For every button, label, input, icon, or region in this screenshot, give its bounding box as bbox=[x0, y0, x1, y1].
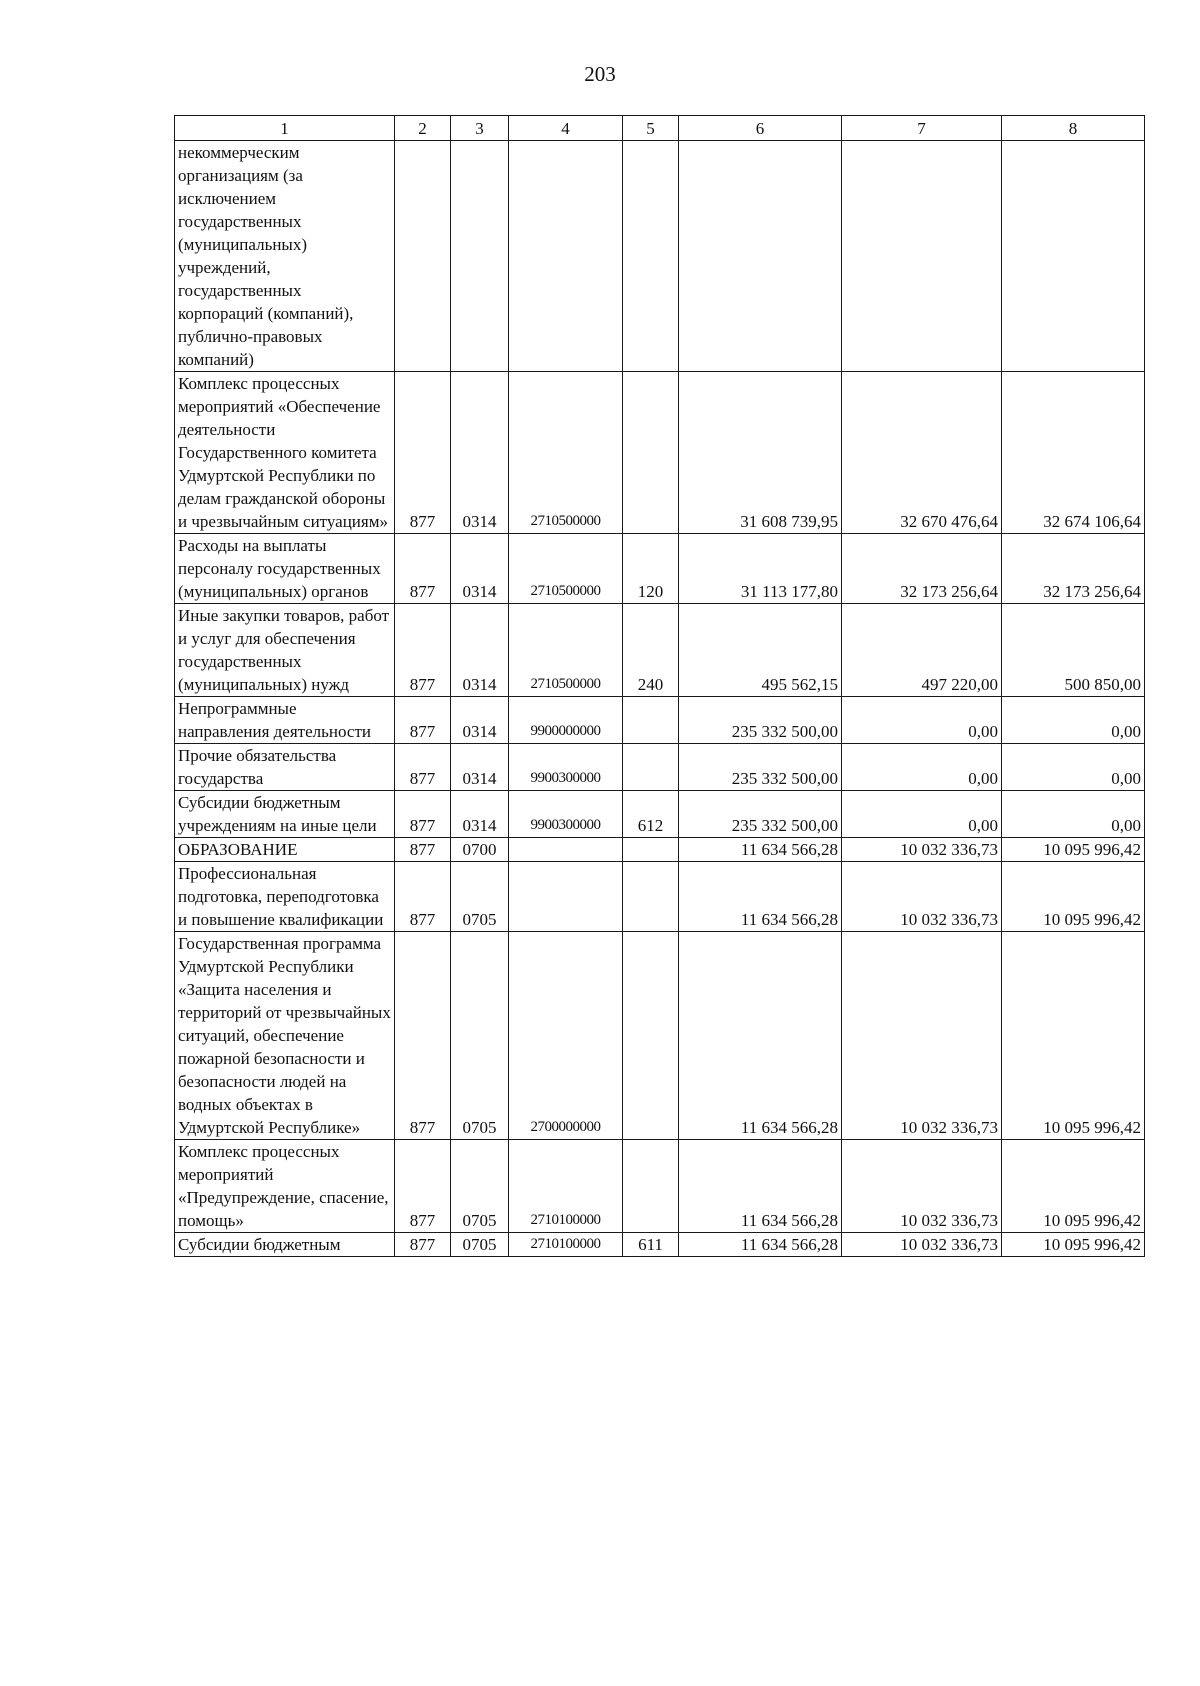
row-name: Субсидии бюджетным учреждениям на иные цели bbox=[175, 791, 395, 838]
row-target-code bbox=[509, 862, 623, 932]
page-number: 203 bbox=[584, 62, 616, 86]
row-amount-8: 0,00 bbox=[1002, 744, 1145, 791]
row-expense-type bbox=[623, 838, 679, 862]
row-amount-8: 10 095 996,42 bbox=[1002, 862, 1145, 932]
row-amount-6: 11 634 566,28 bbox=[679, 1140, 842, 1233]
header-col-2: 2 bbox=[395, 116, 451, 141]
row-name: Государственная программа Удмуртской Республики «Защита населения и территорий от чрезвычайных ситуаций, обеспечение пожарной безопасности и безопасности людей на водных объектах в Удмуртской Республике» bbox=[175, 932, 395, 1140]
row-expense-type bbox=[623, 372, 679, 534]
row-amount-7: 497 220,00 bbox=[842, 604, 1002, 697]
table-row bbox=[175, 791, 1145, 838]
row-amount-7: 32 173 256,64 bbox=[842, 534, 1002, 604]
row-section-code: 0314 bbox=[451, 534, 509, 604]
row-amount-6: 235 332 500,00 bbox=[679, 697, 842, 744]
row-name: некоммерческим организациям (за исключением государственных (муниципальных) учреждений, государственных корпораций (компаний), публично-правовых компаний) bbox=[175, 141, 395, 372]
row-amount-6: 31 608 739,95 bbox=[679, 372, 842, 534]
header-col-5: 5 bbox=[623, 116, 679, 141]
row-target-code: 2710100000 bbox=[509, 1140, 623, 1233]
header-col-4: 4 bbox=[509, 116, 623, 141]
row-amount-7: 10 032 336,73 bbox=[842, 1233, 1002, 1257]
row-expense-type bbox=[623, 697, 679, 744]
row-section-code: 0705 bbox=[451, 1140, 509, 1233]
row-amount-7: 10 032 336,73 bbox=[842, 1140, 1002, 1233]
row-expense-type bbox=[623, 141, 679, 372]
row-section-code: 0314 bbox=[451, 697, 509, 744]
row-ministry-code: 877 bbox=[395, 1140, 451, 1233]
row-amount-7: 32 670 476,64 bbox=[842, 372, 1002, 534]
row-ministry-code: 877 bbox=[395, 744, 451, 791]
row-amount-8: 10 095 996,42 bbox=[1002, 838, 1145, 862]
row-name: Непрограммные направления деятельности bbox=[175, 697, 395, 744]
table-row bbox=[175, 697, 1145, 744]
row-amount-6: 11 634 566,28 bbox=[679, 932, 842, 1140]
row-name: ОБРАЗОВАНИЕ bbox=[175, 838, 395, 862]
table-row bbox=[175, 838, 1145, 862]
table-row bbox=[175, 862, 1145, 932]
row-amount-8: 10 095 996,42 bbox=[1002, 932, 1145, 1140]
header-col-8: 8 bbox=[1002, 116, 1145, 141]
row-amount-6: 235 332 500,00 bbox=[679, 791, 842, 838]
row-section-code: 0314 bbox=[451, 604, 509, 697]
table-row bbox=[175, 604, 1145, 697]
row-section-code: 0705 bbox=[451, 1233, 509, 1257]
row-section-code: 0314 bbox=[451, 744, 509, 791]
row-amount-7: 0,00 bbox=[842, 791, 1002, 838]
row-amount-7: 0,00 bbox=[842, 744, 1002, 791]
row-amount-7: 10 032 336,73 bbox=[842, 838, 1002, 862]
row-amount-6: 495 562,15 bbox=[679, 604, 842, 697]
table-row bbox=[175, 744, 1145, 791]
row-amount-6 bbox=[679, 141, 842, 372]
budget-table bbox=[174, 115, 1145, 1257]
row-target-code: 2710500000 bbox=[509, 372, 623, 534]
row-ministry-code bbox=[395, 141, 451, 372]
table-row bbox=[175, 1140, 1145, 1233]
row-section-code bbox=[451, 141, 509, 372]
row-name: Комплекс процессных мероприятий «Обеспечение деятельности Государственного комитета Удмуртской Республики по делам гражданской обороны и чрезвычайным ситуациям» bbox=[175, 372, 395, 534]
row-target-code bbox=[509, 141, 623, 372]
row-amount-6: 11 634 566,28 bbox=[679, 862, 842, 932]
table-row bbox=[175, 1233, 1145, 1257]
row-ministry-code: 877 bbox=[395, 372, 451, 534]
row-name: Иные закупки товаров, работ и услуг для обеспечения государственных (муниципальных) нужд bbox=[175, 604, 395, 697]
row-name: Прочие обязательства государства bbox=[175, 744, 395, 791]
row-name: Субсидии бюджетным bbox=[175, 1233, 395, 1257]
row-name: Профессиональная подготовка, переподготовка и повышение квалификации bbox=[175, 862, 395, 932]
row-ministry-code: 877 bbox=[395, 1233, 451, 1257]
row-ministry-code: 877 bbox=[395, 862, 451, 932]
row-expense-type bbox=[623, 932, 679, 1140]
row-target-code: 2700000000 bbox=[509, 932, 623, 1140]
row-section-code: 0314 bbox=[451, 372, 509, 534]
table-row bbox=[175, 141, 1145, 372]
table-row bbox=[175, 372, 1145, 534]
row-ministry-code: 877 bbox=[395, 932, 451, 1140]
row-target-code: 2710500000 bbox=[509, 534, 623, 604]
row-amount-7: 10 032 336,73 bbox=[842, 932, 1002, 1140]
table-row bbox=[175, 932, 1145, 1140]
row-amount-7: 10 032 336,73 bbox=[842, 862, 1002, 932]
row-target-code: 2710100000 bbox=[509, 1233, 623, 1257]
row-expense-type bbox=[623, 1140, 679, 1233]
row-expense-type bbox=[623, 744, 679, 791]
header-col-7: 7 bbox=[842, 116, 1002, 141]
header-col-3: 3 bbox=[451, 116, 509, 141]
row-amount-6: 31 113 177,80 bbox=[679, 534, 842, 604]
row-amount-8: 0,00 bbox=[1002, 697, 1145, 744]
row-amount-8: 32 674 106,64 bbox=[1002, 372, 1145, 534]
header-col-1: 1 bbox=[175, 116, 395, 141]
row-target-code: 9900000000 bbox=[509, 697, 623, 744]
row-amount-8: 10 095 996,42 bbox=[1002, 1140, 1145, 1233]
row-ministry-code: 877 bbox=[395, 838, 451, 862]
row-amount-8: 10 095 996,42 bbox=[1002, 1233, 1145, 1257]
row-expense-type bbox=[623, 862, 679, 932]
row-amount-6: 11 634 566,28 bbox=[679, 1233, 842, 1257]
table-row bbox=[175, 534, 1145, 604]
row-section-code: 0314 bbox=[451, 791, 509, 838]
row-amount-6: 235 332 500,00 bbox=[679, 744, 842, 791]
row-amount-7: 0,00 bbox=[842, 697, 1002, 744]
row-expense-type: 240 bbox=[623, 604, 679, 697]
header-row bbox=[175, 116, 1145, 141]
row-amount-8 bbox=[1002, 141, 1145, 372]
row-expense-type: 120 bbox=[623, 534, 679, 604]
row-expense-type: 611 bbox=[623, 1233, 679, 1257]
row-ministry-code: 877 bbox=[395, 697, 451, 744]
row-target-code: 2710500000 bbox=[509, 604, 623, 697]
row-name: Расходы на выплаты персоналу государственных (муниципальных) органов bbox=[175, 534, 395, 604]
row-ministry-code: 877 bbox=[395, 604, 451, 697]
row-ministry-code: 877 bbox=[395, 534, 451, 604]
row-name: Комплекс процессных мероприятий «Предупреждение, спасение, помощь» bbox=[175, 1140, 395, 1233]
row-amount-8: 500 850,00 bbox=[1002, 604, 1145, 697]
header-col-6: 6 bbox=[679, 116, 842, 141]
row-amount-6: 11 634 566,28 bbox=[679, 838, 842, 862]
row-target-code bbox=[509, 838, 623, 862]
row-section-code: 0705 bbox=[451, 862, 509, 932]
row-expense-type: 612 bbox=[623, 791, 679, 838]
row-amount-8: 0,00 bbox=[1002, 791, 1145, 838]
row-amount-8: 32 173 256,64 bbox=[1002, 534, 1145, 604]
row-section-code: 0700 bbox=[451, 838, 509, 862]
row-ministry-code: 877 bbox=[395, 791, 451, 838]
row-section-code: 0705 bbox=[451, 932, 509, 1140]
row-amount-7 bbox=[842, 141, 1002, 372]
row-target-code: 9900300000 bbox=[509, 791, 623, 838]
row-target-code: 9900300000 bbox=[509, 744, 623, 791]
